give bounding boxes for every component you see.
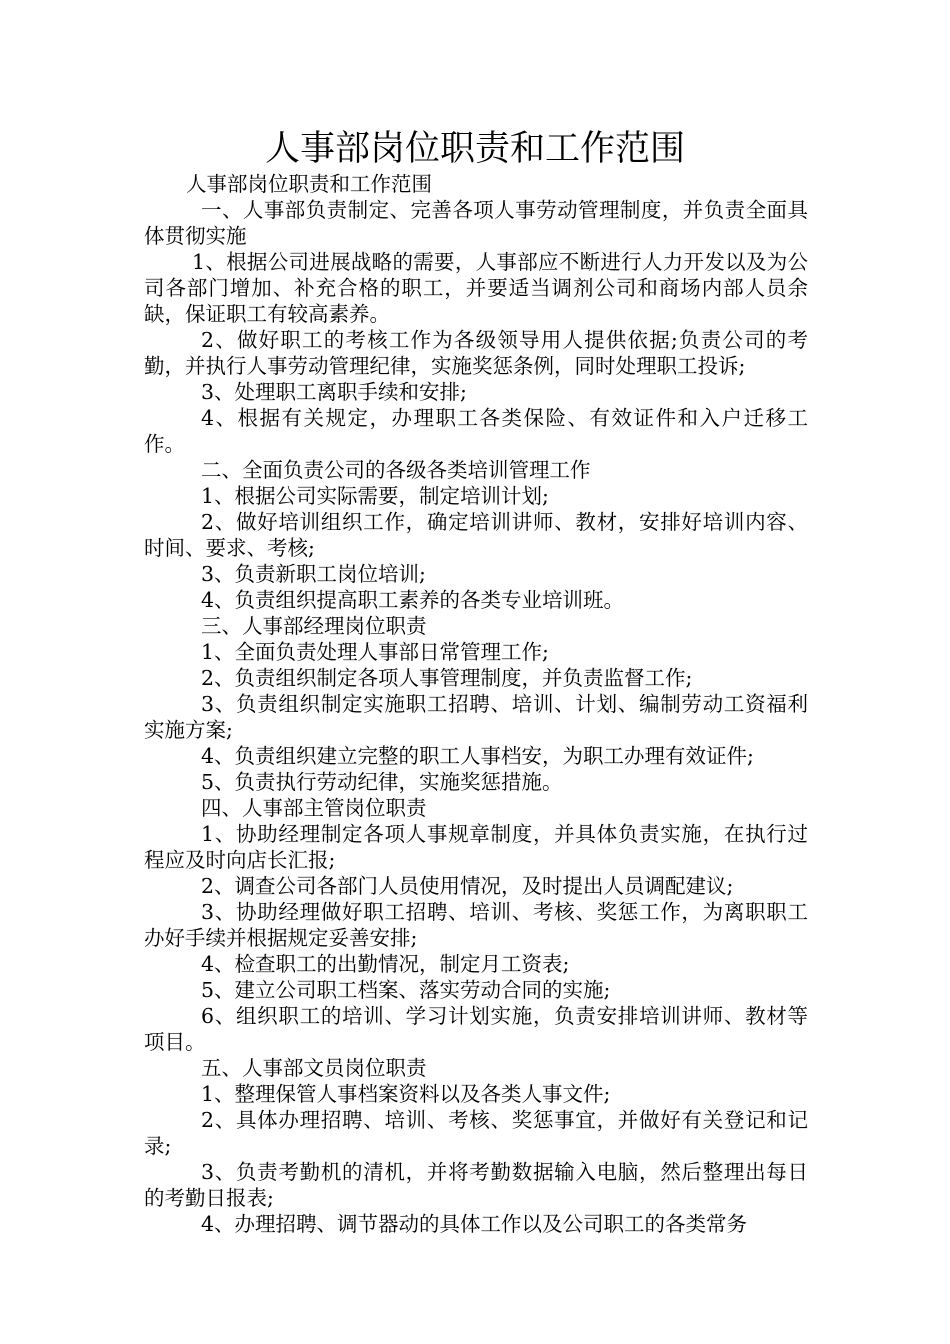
body-subtitle: 人事部岗位职责和工作范围: [186, 172, 432, 196]
paragraph: 1、协助经理制定各项人事规章制度，并具体负责实施，在执行过程应及时向店长汇报;: [144, 822, 808, 872]
document-title: 人事部岗位职责和工作范围: [264, 129, 685, 169]
paragraph: 5、建立公司职工档案、落实劳动合同的实施;: [201, 978, 611, 1002]
paragraph: 4、根据有关规定，办理职工各类保险、有效证件和入户迁移工作。: [144, 406, 808, 456]
paragraph: 1、整理保管人事档案资料以及各类人事文件;: [201, 1082, 611, 1106]
paragraph: 4、负责组织提高职工素养的各类专业培训班。: [201, 588, 625, 612]
section-heading: 五、人事部文员岗位职责: [201, 1056, 427, 1080]
paragraph: 2、负责组织制定各项人事管理制度，并负责监督工作;: [201, 666, 693, 690]
paragraph: 4、办理招聘、调节器动的具体工作以及公司职工的各类常务: [201, 1212, 748, 1236]
paragraph: 5、负责执行劳动纪律，实施奖惩措施。: [201, 770, 563, 794]
document-body: [144, 171, 808, 1237]
paragraph: 3、协助经理做好职工招聘、培训、考核、奖惩工作，为离职职工办好手续并根据规定妥善安排;: [144, 900, 808, 950]
paragraph: 2、做好培训组织工作，确定培训讲师、教材，安排好培训内容、时间、要求、考核;: [144, 510, 808, 560]
section-heading: 二、全面负责公司的各级各类培训管理工作: [201, 458, 591, 482]
section-heading: 四、人事部主管岗位职责: [201, 796, 427, 820]
paragraph: 3、负责新职工岗位培训;: [201, 562, 426, 586]
paragraph: 1、根据公司进展战略的需要，人事部应不断进行人力开发以及为公司各部门增加、补充合格的职工，并要适当调剂公司和商场内部人员余缺，保证职工有较高素养。: [144, 250, 808, 326]
paragraph: 6、组织职工的培训、学习计划实施，负责安排培训讲师、教材等项目。: [144, 1004, 808, 1054]
paragraph: 2、具体办理招聘、培训、考核、奖惩事宜，并做好有关登记和记录;: [144, 1108, 808, 1158]
paragraph: 4、负责组织建立完整的职工人事档安，为职工办理有效证件;: [201, 744, 754, 768]
paragraph: 3、处理职工离职手续和安排;: [201, 380, 467, 404]
section-heading: 三、人事部经理岗位职责: [201, 614, 427, 638]
paragraph: 2、做好职工的考核工作为各级领导用人提供依据;负责公司的考勤，并执行人事劳动管理纪律，实施奖惩条例，同时处理职工投诉;: [144, 328, 808, 378]
paragraph: 1、全面负责处理人事部日常管理工作;: [201, 640, 549, 664]
paragraph: 3、负责组织制定实施职工招聘、培训、计划、编制劳动工资福利实施方案;: [144, 692, 808, 742]
paragraph: 1、根据公司实际需要，制定培训计划;: [201, 484, 549, 508]
paragraph: 3、负责考勤机的清机，并将考勤数据输入电脑，然后整理出每日的考勤日报表;: [144, 1160, 808, 1210]
paragraph: 4、检查职工的出勤情况，制定月工资表;: [201, 952, 570, 976]
section-heading: 一、人事部负责制定、完善各项人事劳动管理制度，并负责全面具体贯彻实施: [144, 198, 808, 248]
paragraph: 2、调查公司各部门人员使用情况，及时提出人员调配建议;: [201, 874, 734, 898]
